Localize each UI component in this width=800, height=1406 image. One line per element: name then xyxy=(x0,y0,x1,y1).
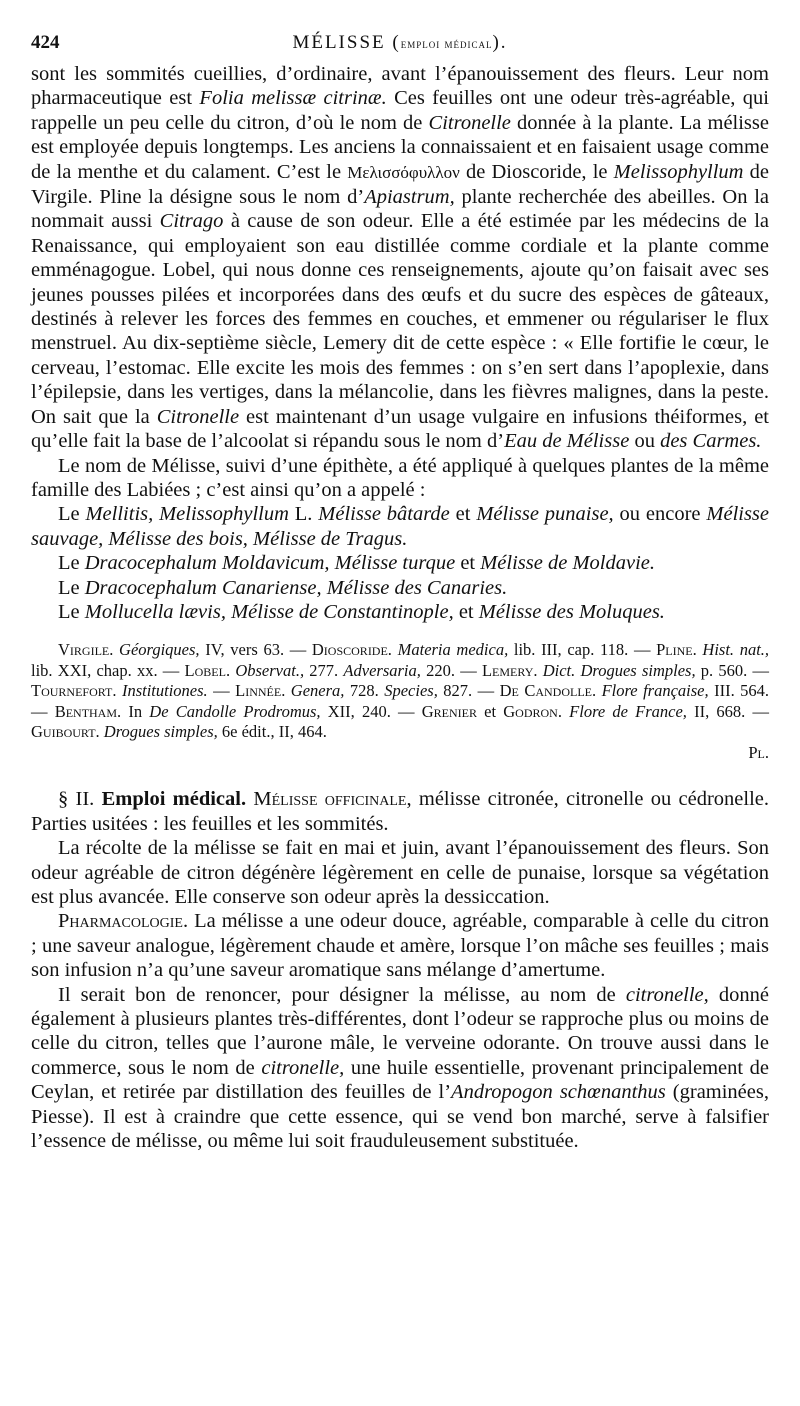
paragraph-pharmacology: Pharmacologie. La mélisse a une odeur douce, agréable, comparable à celle du citron ; une saveur analogue, légèrement chaude et amère, lorsque l’on mâche ses feuilles ; mais son infusion n’a qu’une saveur aromatique sans mélange d’amertume. xyxy=(31,910,769,982)
author-signature: Pl. xyxy=(748,742,769,762)
list-item-moldavicum: Le Dracocephalum Moldavicum, Mélisse turque et Mélisse de Moldavie. xyxy=(58,552,655,575)
greek-word: Μελισσόφυλλον xyxy=(347,162,460,182)
running-title: MÉLISSE (emploi médical). xyxy=(292,32,508,53)
section-heading: Emploi médical. xyxy=(101,788,247,811)
paragraph-history: sont les sommités cueillies, d’ordinaire, avant l’épanouissement des fleurs. Leur nom pharmaceutique est Folia melissæ citrinæ. Ces feuilles ont une odeur très-agréable, qui rappelle un peu celle du citron, d’où le nom de Citronelle donnée à la plante. La mélisse est employée depuis longtemps. Les anciens la connaissaient et en faisaient usage comme de la menthe et du calament. C’est le Μελισσόφυλλον de Dioscoride, le Melissophyllum de Virgile. Pline la désigne sous le nom d’Apiastrum, plante recherchée des abeilles. On la nommait aussi Citrago à cause de son odeur. Elle a été estimée par les médecins de la Renaissance, qui employaient son eau distillée comme cordiale et la plante comme emménagogue. Lobel, qui nous donne ces renseignements, ajoute qu’on faisait avec ses jeunes pousses pilées et incorporées dans des œufs et du sucre des espèces de gâteaux, destinés à relever les forces des femmes en couches, et emmener ou régulariser le flux menstruel. Au dix-septième siècle, Lemery dit de cette espèce : « Elle fortifie le cœur, le cerveau, l’estomac. Elle excite les mois des femmes : on s’en sert dans l’apoplexie, dans l’épilepsie, dans les vertiges, dans la mélancolie, dans les fièvres malignes, dans la peste. On sait que la Citronelle est maintenant d’un usage vulgaire en infusions théiformes, et qu’elle fait la base de l’alcoolat si répandu sous le nom d’Eau de Mélisse ou des Carmes. xyxy=(31,63,770,453)
reference-list: Virgile. Géorgiques, IV, vers 63. — Dioscoride. Materia medica, lib. III, cap. 118. — Pline. Hist. nat., lib. XXI, chap. xx. — Lobel. Observat., 277. Adversaria, 220. — Lemery. Dict. Drogues simples, p. 560. — Tournefort. Institutiones. — Linnée. Genera, 728. Species, 827. — De Candolle. Flore française, III. 564. — Bentham. In De Candolle Prodromus, XII, 240. — Grenier et Godron. Flore de France, II, 668. — Guibourt. Drogues simples, 6e édit., II, 464. Pl. xyxy=(31,640,770,762)
references xyxy=(31,640,769,763)
list-item-mollucella: Le Mollucella lævis, Mélisse de Constantinople, et Mélisse des Moluques. xyxy=(58,600,665,623)
page-number: 424 xyxy=(31,32,60,53)
species-name: Mélisse officinale, xyxy=(253,788,412,811)
botany-section xyxy=(31,62,769,624)
paragraph-citronelle: Il serait bon de renoncer, pour désigner la mélisse, au nom de citronelle, donné également à plusieurs plantes très-différentes, dont l’odeur se rapproche plus ou moins de celle du citron, telles que l’aurone mâle, le verveine odorante. On trouve aussi dans le commerce, sous le nom de citronelle, une huile essentielle, provenant principalement de Ceylan, et retirée par distillation des feuilles de l’Andropogon schœnanthus (graminées, Piesse). Il est à craindre que cette essence, qui se vend bon marché, serve à falsifier l’essence de mélisse, ou même lui soit frauduleusement substituée. xyxy=(31,983,769,1153)
medical-section xyxy=(31,787,769,1153)
book-page xyxy=(31,28,769,1153)
running-title-sub: emploi médical xyxy=(400,36,493,51)
paragraph-harvest: La récolte de la mélisse se fait en mai et juin, avant l’épanouissement des fleurs. Son odeur agréable de citron dégénère légèrement en celle de punaise, lorsque sa végétation est plus avancée. Elle conserve son odeur après la dessiccation. xyxy=(31,837,769,908)
list-item-canariense: Le Dracocephalum Canariense, Mélisse des Canaries. xyxy=(58,576,508,599)
paragraph-names: Le nom de Mélisse, suivi d’une épithète, a été appliqué à quelques plantes de la même famille des Labiées ; c’est ainsi qu’on a appelé : xyxy=(31,454,769,501)
list-item-mellitis: Le Mellitis, Melissophyllum L. Mélisse bâtarde et Mélisse punaise, ou encore Mélisse sauvage, Mélisse des bois, Mélisse de Tragus. xyxy=(31,503,770,550)
page-header xyxy=(31,28,769,62)
section-mark: § II. xyxy=(58,788,95,811)
section-heading-paragraph: § II. Emploi médical. Mélisse officinale, mélisse citronée, citronelle ou cédronelle. Parties usitées : les feuilles et les sommités. xyxy=(31,788,770,835)
pharmacology-label: Pharmacologie. xyxy=(58,910,189,933)
